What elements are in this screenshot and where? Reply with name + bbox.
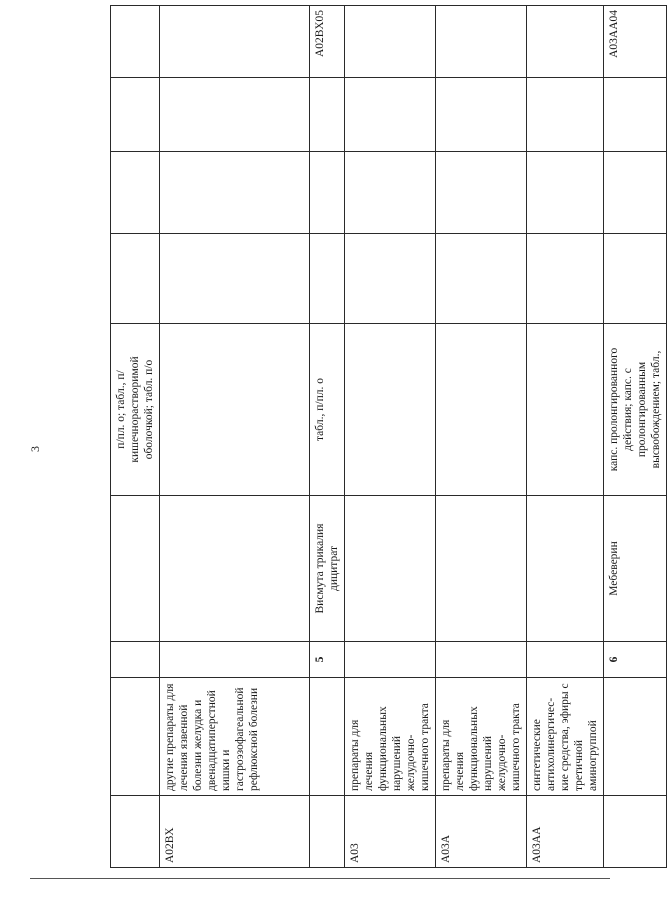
group-cell: другие препараты для лечения язвенной болезни желудка и двенадцатиперстной кишки и гастроэзофагеальной рефлюксной болезни — [160, 678, 310, 796]
empty-cell — [345, 234, 436, 324]
page-bottom-rule — [30, 878, 610, 879]
atc-code-cell: А03АА04 — [604, 6, 667, 78]
code-cell: А03 — [345, 796, 436, 868]
atc-code-cell — [345, 6, 436, 78]
group-cell: препараты для лечения функциональных нарушений желудочно-кишечного тракта — [345, 678, 436, 796]
dosage-form-cell: п/пл. о; табл., п/кишечнорастворимой оболочкой; табл. п/о — [111, 324, 160, 496]
group-cell — [111, 678, 160, 796]
rotated-table-wrapper — [110, 6, 662, 868]
number-cell — [345, 642, 436, 678]
empty-cell — [604, 78, 667, 152]
dosage-form-cell: табл., п/пл. о — [310, 324, 345, 496]
drug-name-cell — [527, 496, 604, 642]
atc-code-cell — [436, 6, 527, 78]
empty-cell — [111, 78, 160, 152]
dosage-form-cell: капс. пролонгированного действия; капс. с пролонгированным высвобождением; табл., — [604, 324, 667, 496]
number-cell — [160, 642, 310, 678]
table-row — [436, 6, 527, 868]
drug-name-cell — [345, 496, 436, 642]
dosage-form-cell — [160, 324, 310, 496]
table-row — [527, 6, 604, 868]
group-cell — [310, 678, 345, 796]
drug-table — [110, 5, 667, 868]
empty-cell — [160, 78, 310, 152]
code-cell — [604, 796, 667, 868]
drug-name-cell — [160, 496, 310, 642]
number-cell — [436, 642, 527, 678]
empty-cell — [604, 234, 667, 324]
empty-cell — [436, 152, 527, 234]
empty-cell — [111, 234, 160, 324]
empty-cell — [345, 78, 436, 152]
empty-cell — [527, 152, 604, 234]
code-cell: А03АА — [527, 796, 604, 868]
code-cell: А02ВХ — [160, 796, 310, 868]
table-row — [310, 6, 345, 868]
group-cell — [604, 678, 667, 796]
dosage-form-cell — [345, 324, 436, 496]
code-cell: А03А — [436, 796, 527, 868]
dosage-form-cell — [436, 324, 527, 496]
empty-cell — [310, 234, 345, 324]
code-cell — [111, 796, 160, 868]
drug-name-cell — [436, 496, 527, 642]
empty-cell — [345, 152, 436, 234]
code-cell — [310, 796, 345, 868]
number-cell: 5 — [310, 642, 345, 678]
empty-cell — [111, 152, 160, 234]
dosage-form-cell — [527, 324, 604, 496]
empty-cell — [160, 234, 310, 324]
atc-code-cell: А02ВХ05 — [310, 6, 345, 78]
atc-code-cell — [111, 6, 160, 78]
page-number: 3 — [28, 446, 42, 452]
empty-cell — [160, 152, 310, 234]
empty-cell — [310, 78, 345, 152]
empty-cell — [604, 152, 667, 234]
drug-name-cell — [111, 496, 160, 642]
group-cell: препараты для лечения функциональных нарушений желудочно-кишечного тракта — [436, 678, 527, 796]
drug-name-cell: Мебеверин — [604, 496, 667, 642]
empty-cell — [527, 78, 604, 152]
number-cell — [527, 642, 604, 678]
table-row — [111, 6, 160, 868]
drug-name-cell: Висмута трикалия дицитрат — [310, 496, 345, 642]
empty-cell — [436, 234, 527, 324]
empty-cell — [527, 234, 604, 324]
table-row — [160, 6, 310, 868]
atc-code-cell — [527, 6, 604, 78]
empty-cell — [310, 152, 345, 234]
empty-cell — [436, 78, 527, 152]
table-row — [604, 6, 667, 868]
atc-code-cell — [160, 6, 310, 78]
number-cell: 6 — [604, 642, 667, 678]
table-row — [345, 6, 436, 868]
group-cell: синтетические антихолинергичес-кие средства, эфиры с третичной аминогруппой — [527, 678, 604, 796]
number-cell — [111, 642, 160, 678]
